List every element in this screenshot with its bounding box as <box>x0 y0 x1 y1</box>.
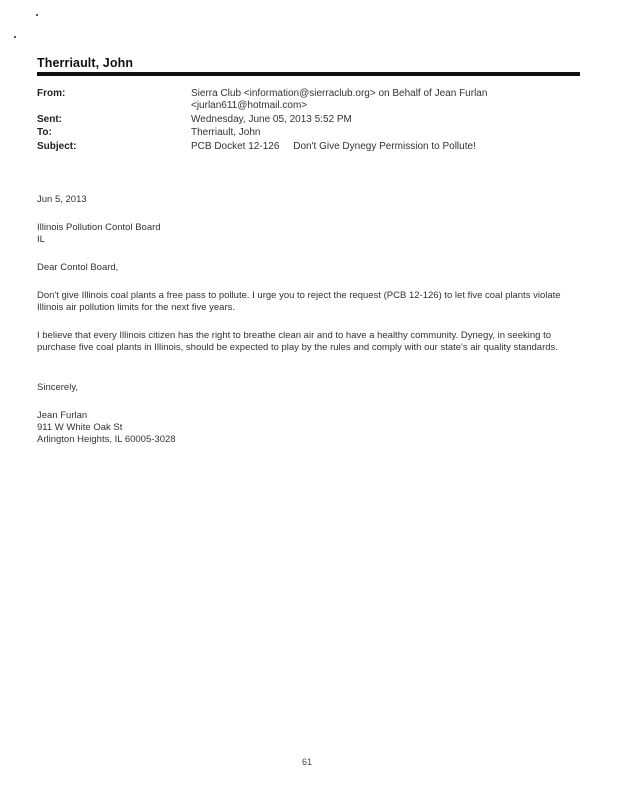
letter-date: Jun 5, 2013 <box>37 194 87 205</box>
sender-city: Arlington Heights, IL 60005-3028 <box>37 434 176 445</box>
to-row <box>37 127 582 139</box>
sent-row <box>37 114 582 126</box>
sender-name: Jean Furlan <box>37 410 88 421</box>
from-value: Sierra Club <information@sierraclub.org> on Behalf of Jean Furlan <jurlan611@hotmail.com> <box>191 88 488 111</box>
subject-label: Subject: <box>37 141 77 152</box>
subject-value: PCB Docket 12-126 Don't Give Dynegy Permission to Pollute! <box>191 141 476 152</box>
scan-speck <box>36 14 38 16</box>
subject-row <box>37 141 582 153</box>
sender-street: 911 W White Oak St <box>37 422 123 433</box>
mailbox-owner-name: Therriault, John <box>37 56 134 70</box>
from-label: From: <box>37 88 66 99</box>
to-value: Therriault, John <box>191 127 261 138</box>
to-label: To: <box>37 127 52 138</box>
paragraph-1: Don't give Illinois coal plants a free pass to pollute. I urge you to reject the request (PCB 12-126) to let five coal plants violate Illinois air pollution limits for the next five years. <box>37 290 561 313</box>
closing: Sincerely, <box>37 382 79 393</box>
sent-value: Wednesday, June 05, 2013 5:52 PM <box>191 114 352 125</box>
scan-speck <box>14 36 16 38</box>
paragraph-2: I believe that every Illinois citizen has the right to breathe clean air and to have a healthy community. Dynegy, in seeking to purchase five coal plants in Illinois, should be expected to play by the rules and comply with our state's air quality standards. <box>37 330 558 353</box>
sent-label: Sent: <box>37 114 62 125</box>
salutation: Dear Contol Board, <box>37 262 119 273</box>
page-number: 61 <box>302 757 313 767</box>
recipient-state: IL <box>37 234 45 245</box>
recipient-name: Illinois Pollution Contol Board <box>37 222 161 233</box>
header-rule <box>37 72 580 76</box>
from-row <box>37 88 582 112</box>
